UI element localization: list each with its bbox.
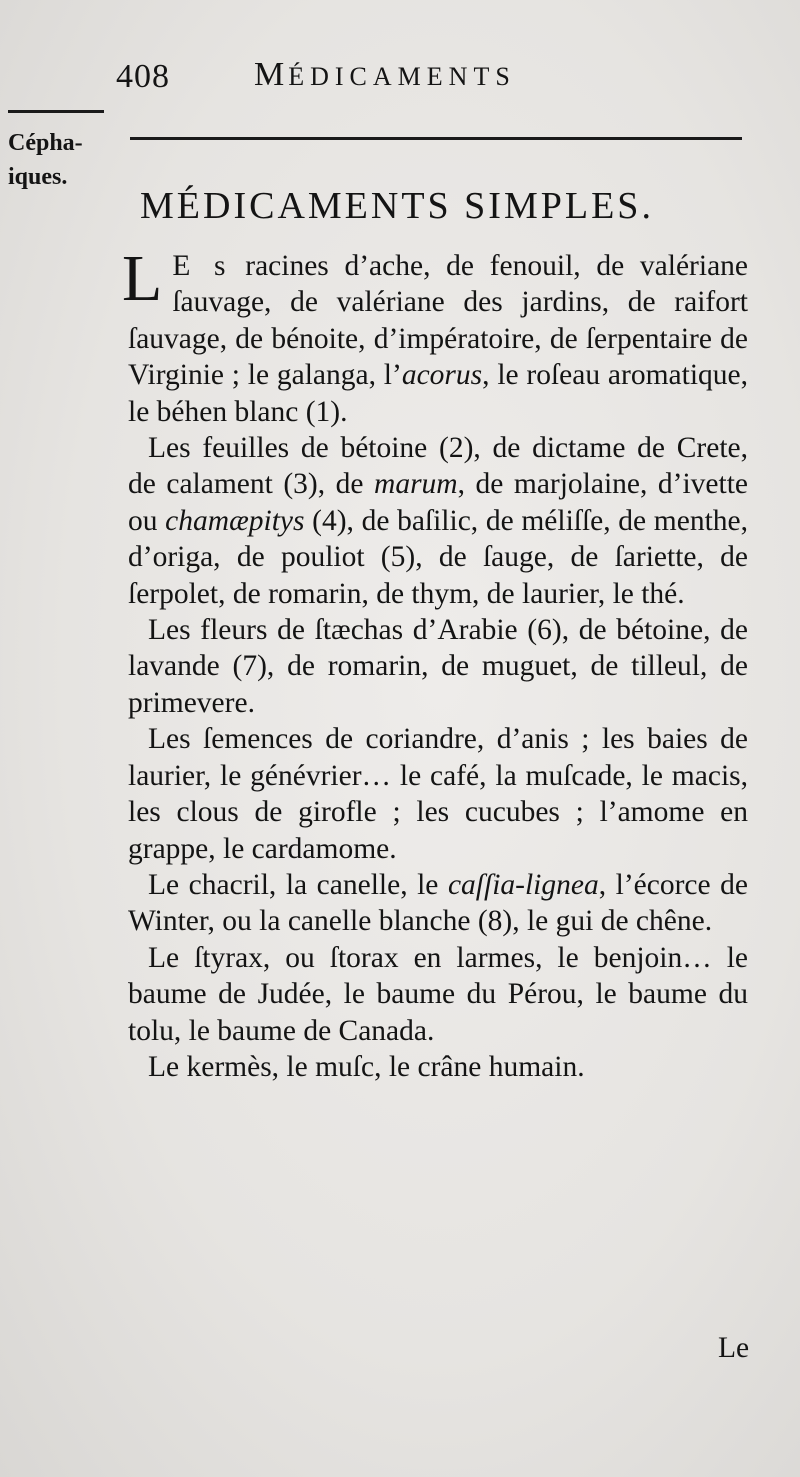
- section-rule: [130, 137, 742, 140]
- paragraph-roots-italic: acorus: [401, 359, 483, 392]
- margin-note: [8, 126, 83, 194]
- margin-note-line-1: Cépha-: [8, 130, 83, 156]
- paragraph-leaves-italic-1: marum: [374, 468, 458, 501]
- paragraph-roots-caps: E s: [172, 250, 230, 282]
- paragraph-seeds: Les ſemences de coriandre, d’anis ; les baies de laurier, le génévrier… le café, la muſcade, le macis, les clous de girofle ; les cucubes ; l’amome en grappe, le cardamome.: [128, 723, 748, 865]
- paragraph-leaves-text-2: , de marjolaine, d’ivette ou: [128, 468, 749, 537]
- paragraph-balsams: Le ſtyrax, ou ſtorax en larmes, le benjoin… le baume de Judée, le baume du Pérou, le baume du tolu, le baume de Canada.: [128, 941, 748, 1047]
- margin-note-line-2: iques.: [8, 164, 68, 190]
- paragraph-leaves-text-3: (4), de baſilic, de méliſſe, de menthe, d’origa, de pouliot (5), de ſauge, de ſariette, de ſerpolet, de romarin, de thym, de laurier, le thé.: [128, 504, 748, 610]
- paragraph-flowers: Les fleurs de ſtæchas d’Arabie (6), de bétoine, de lavande (7), de romarin, de muguet, de tilleul, de primevere.: [128, 614, 748, 719]
- catchword: Le: [718, 1332, 750, 1364]
- paragraph-roots-text-2: , le roſeau aromatique, le béhen blanc (1).: [128, 359, 748, 428]
- body-text: [122, 242, 749, 1085]
- running-head-rest: ÉDICAMENTS: [288, 62, 516, 91]
- paragraph-leaves-italic-2: chamæpitys: [165, 504, 305, 537]
- paragraph-leaves-text: Les feuilles de bétoine (2), de dictame de Crete, de calament (3), de: [128, 432, 748, 501]
- page-number: 408: [116, 58, 170, 95]
- drop-cap: L: [122, 242, 163, 315]
- paragraph-barks: [128, 867, 748, 940]
- paragraph-roots: [122, 242, 748, 430]
- paragraph-animal: Le kermès, le muſc, le crâne humain.: [148, 1050, 585, 1083]
- paragraph-roots-text: racines d’ache, de fenouil, de valériane ſauvage, de valériane des jardins, de raifort ſauvage, de bénoite, d’impératoire, de ſerpentaire de Virginie ; le galanga, l’: [128, 250, 748, 392]
- section-title: MÉDICAMENTS SIMPLES.: [140, 185, 654, 227]
- running-head: [254, 56, 516, 94]
- paragraph-barks-italic: caſſia-lignea: [447, 868, 599, 901]
- paragraph-leaves: [128, 430, 748, 612]
- paragraph-barks-text-2: , l’écorce de Winter, ou la canelle blanche (8), le gui de chêne.: [128, 868, 748, 938]
- paragraph-barks-text: Le chacril, la canelle, le: [148, 868, 448, 901]
- margin-rule: [8, 110, 104, 113]
- running-head-initial: M: [254, 56, 289, 93]
